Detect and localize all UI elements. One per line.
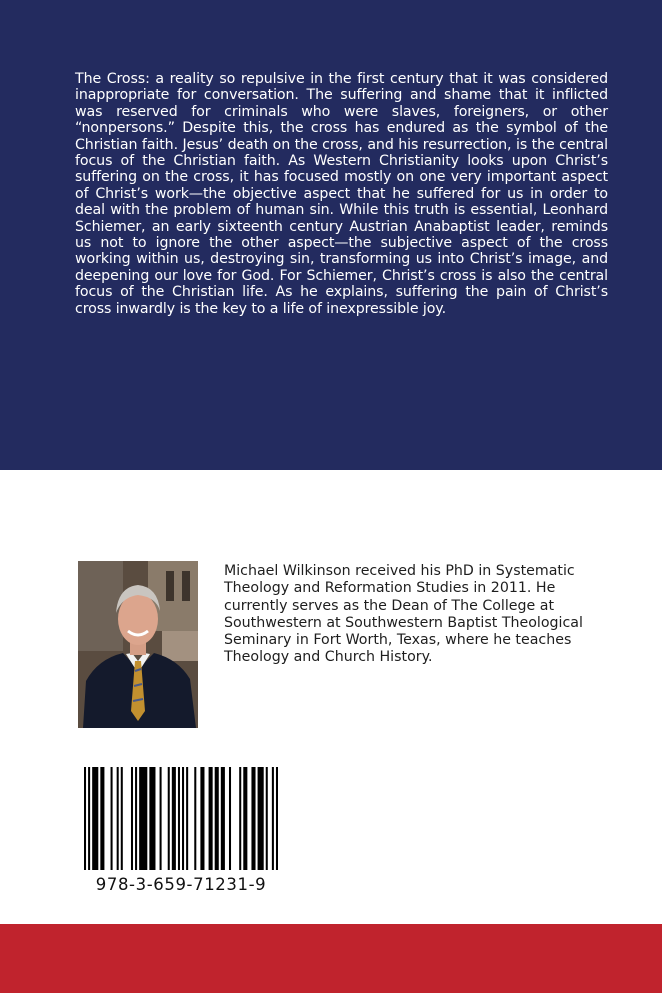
barcode-bar [200, 767, 204, 870]
barcode-bar [100, 767, 104, 870]
barcode-bar [215, 767, 219, 870]
barcode-bar [111, 767, 113, 870]
barcode-bar [272, 767, 274, 870]
barcode-bar [251, 767, 255, 870]
barcode-bar [172, 767, 176, 870]
barcode-bar [258, 767, 264, 870]
barcode-bar [84, 767, 86, 870]
barcode-bar [178, 767, 180, 870]
barcode-bar [209, 767, 213, 870]
book-description: The Cross: a reality so repulsive in the first century that it was considered inappropriate for conversation. The suffering and shame that it inflicted was reserved for criminals who were slaves, foreigners, or other “nonpersons.” Despite this, the cross has endured as the symbol of the Christian faith. Jesus’ death on the cross, and his resurrection, is the central focus of the Christian faith. As Western Christianity looks upon Christ’s suffering on the cross, it has focused mostly on one very important aspect of Christ’s work—the objective aspect that he suffered for us in order to deal with the problem of human sin. While this truth is essential, Leonhard Schiemer, an early sixteenth century Austrian Anabaptist leader, reminds us not to ignore the other aspect—the subjective aspect of the cross working within us, destroying sin, transforming us into Christ’s image, and deepening our love for God. For Schiemer, Christ’s cross is also the central focus of the Christian life. As he explains, suffering the pain of Christ’s cross inwardly is the key to a life of inexpressible joy. [75, 71, 608, 317]
barcode-bar [131, 767, 133, 870]
barcode-bar [182, 767, 184, 870]
barcode-bar [149, 767, 155, 870]
author-photo [78, 561, 198, 728]
barcode-bar [121, 767, 123, 870]
barcode-bar [276, 767, 278, 870]
barcode-bar [186, 767, 188, 870]
barcode-bar [239, 767, 241, 870]
isbn-number: 978-3-659-71231-9 [95, 875, 267, 894]
barcode [84, 767, 278, 870]
barcode-bar [92, 767, 98, 870]
author-bio: Michael Wilkinson received his PhD in Systematic Theology and Reformation Studies in 2011. He currently serves as the Dean of The College at Southwestern at Southwestern Baptist Theological Seminary in Fort Worth, Texas, where he teaches Theology and Church History. [224, 563, 583, 666]
barcode-bar [139, 767, 147, 870]
bottom-color-band [0, 924, 662, 993]
barcode-bar [160, 767, 162, 870]
barcode-bar [168, 767, 170, 870]
barcode-bar [221, 767, 225, 870]
barcode-bar [88, 767, 90, 870]
barcode-bar [243, 767, 247, 870]
barcode-bar [229, 767, 231, 870]
barcode-bar [194, 767, 196, 870]
barcode-bar [135, 767, 137, 870]
blurb-panel [0, 0, 662, 470]
barcode-bar [117, 767, 119, 870]
barcode-bar [266, 767, 268, 870]
